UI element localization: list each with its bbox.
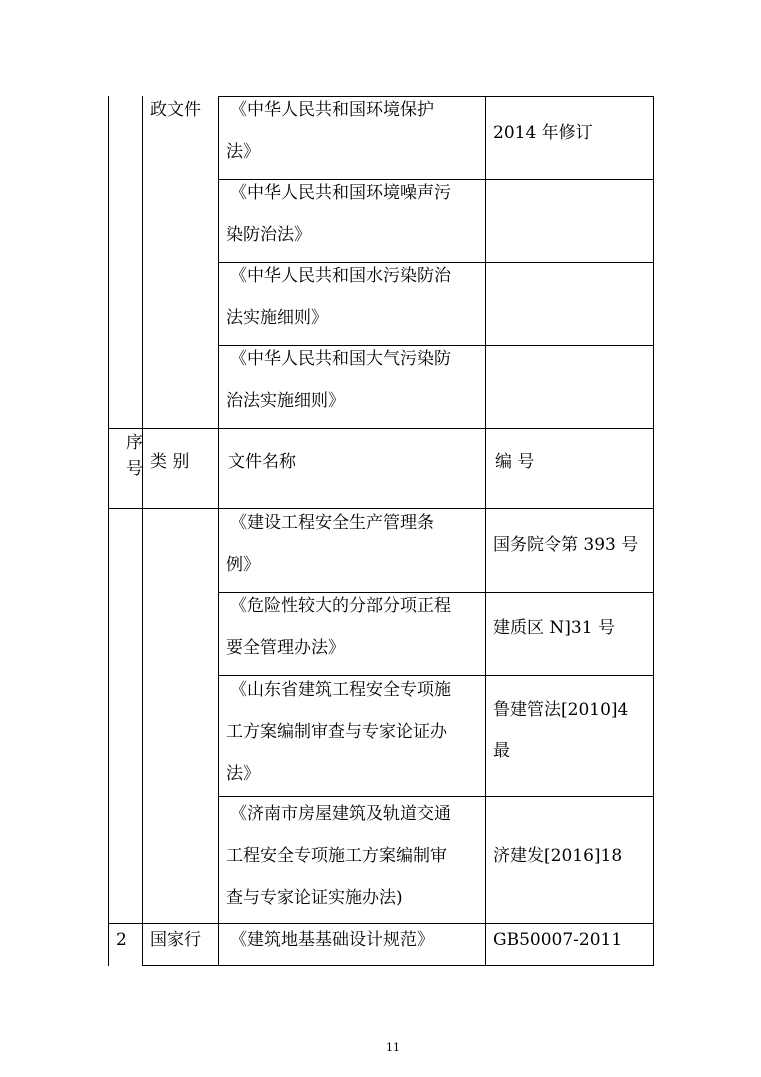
last-row-seq: 2 bbox=[116, 930, 127, 950]
row-4-code: 济建发[2016]18 bbox=[493, 846, 623, 866]
page-number: 11 bbox=[386, 1041, 400, 1054]
continued-row-1-name-line-2: 法》 bbox=[226, 142, 260, 162]
continued-row-4-name-line-2: 治法实施细则》 bbox=[226, 391, 345, 411]
row-4-name-line-2: 工程安全专项施工方案编制审 bbox=[226, 846, 447, 866]
row-1-code: 国务院令第 393 号 bbox=[493, 535, 639, 555]
row-4-name-line-3: 查与专家论证实施办法) bbox=[226, 888, 403, 908]
row-1-name-line-2: 例》 bbox=[226, 555, 260, 575]
row-3-code-line-1: 鲁建管法[2010]4 bbox=[493, 700, 629, 720]
row-3-name-line-3: 法》 bbox=[226, 764, 260, 784]
last-row-category: 国家行 bbox=[150, 930, 201, 950]
last-row-code: GB50007-2011 bbox=[493, 930, 623, 950]
continued-row-3-name-line-1: 《中华人民共和国水污染防治 bbox=[230, 266, 451, 286]
continued-row-2-name-line-1: 《中华人民共和国环境噪声污 bbox=[230, 183, 451, 203]
header-file-name: 文件名称 bbox=[228, 452, 296, 472]
row-2-code: 建质区 N]31 号 bbox=[493, 618, 615, 638]
header-category: 类 别 bbox=[150, 452, 190, 472]
header-code: 编 号 bbox=[495, 452, 535, 472]
row-2-name-line-2: 要全管理办法》 bbox=[226, 638, 345, 658]
row-3-code-line-2: 最 bbox=[493, 741, 510, 761]
continued-row-2-name-line-2: 染防治法》 bbox=[226, 225, 311, 245]
continued-row-4-name-line-1: 《中华人民共和国大气污染防 bbox=[230, 349, 451, 369]
header-seq-line-2: 号 bbox=[126, 459, 143, 479]
continued-row-1-code: 2014 年修订 bbox=[493, 123, 593, 143]
continued-row-3-name-line-2: 法实施细则》 bbox=[226, 308, 328, 328]
header-seq-line-1: 序 bbox=[126, 433, 143, 453]
continued-category-cell: 政文件 bbox=[150, 100, 201, 120]
row-4-name-line-1: 《济南市房屋建筑及轨道交通 bbox=[230, 804, 451, 824]
row-3-name-line-1: 《山东省建筑工程安全专项施 bbox=[230, 680, 451, 700]
row-2-name-line-1: 《危险性较大的分部分项正程 bbox=[230, 596, 451, 616]
last-row-name: 《建筑地基基础设计规范》 bbox=[230, 930, 434, 950]
row-1-name-line-1: 《建设工程安全生产管理条 bbox=[230, 513, 434, 533]
continued-row-1-name-line-1: 《中华人民共和国环境保护 bbox=[230, 100, 434, 120]
row-3-name-line-2: 工方案编制审查与专家论证办 bbox=[226, 722, 447, 742]
